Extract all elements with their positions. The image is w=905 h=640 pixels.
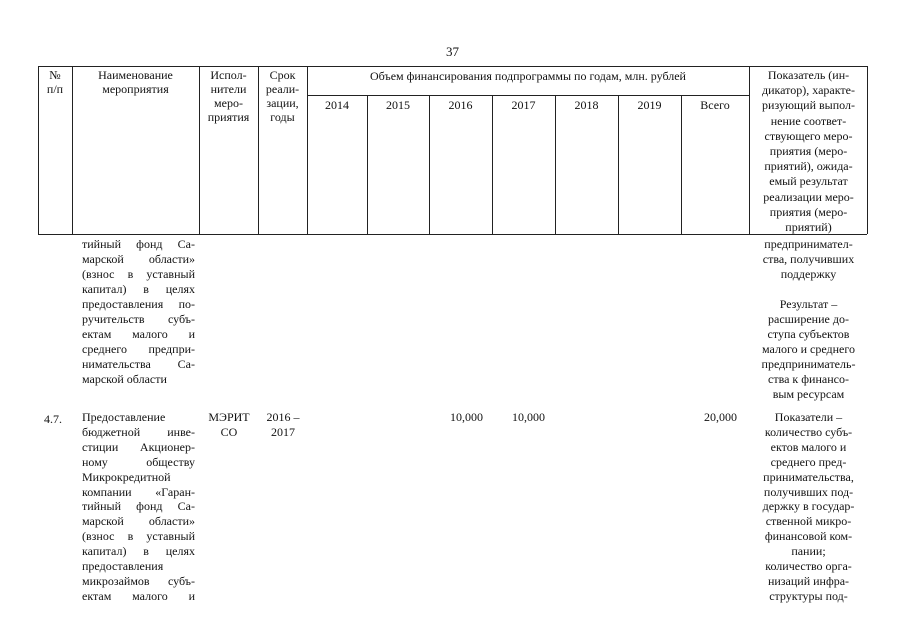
cont-name-line: нимательства Са- (82, 357, 195, 371)
cont-row-name (82, 237, 195, 387)
row-47-name-line: стиции Акционер- (82, 439, 195, 454)
row-47-executor-line: СО (220, 425, 238, 439)
header-indicator-line: емый результат (769, 174, 848, 189)
row-47-name-line: предоставления (82, 559, 164, 574)
cont-indicator-line: вым ресурсам (772, 387, 845, 401)
cont-indicator-line: Результат – (779, 297, 838, 311)
row-47-name-line: марской области» (82, 514, 195, 529)
row-47-value-total: 20,000 (704, 410, 737, 424)
header-exec-line: Испол- (210, 68, 247, 82)
header-bottom-border (38, 234, 867, 235)
cont-indicator-line: расширение до- (768, 312, 849, 326)
header-name (72, 68, 199, 96)
col-border (367, 96, 368, 234)
header-indicator-line: дикатор), характе- (761, 83, 855, 98)
cont-name-line: ектам малого и (82, 327, 195, 341)
years-separator (307, 95, 749, 96)
row-47-indicator-line: ственной микро- (765, 514, 852, 529)
cont-name-line: тийный фонд Са- (82, 237, 195, 251)
header-exec-line: меро- (214, 96, 243, 110)
header-indicator-line: приятия (меро- (769, 204, 848, 219)
row-47-term-line: 2016 – (266, 410, 300, 424)
row-47-value-2017: 10,000 (512, 410, 545, 424)
header-term-line: зации, (266, 96, 299, 110)
header-term (258, 68, 307, 124)
cont-indicator-spacer (750, 282, 867, 297)
header-name-line: мероприятия (102, 82, 169, 96)
col-border (681, 96, 682, 234)
row-47-executor-line: МЭРИТ (208, 410, 250, 424)
header-term-line: реали- (265, 82, 300, 96)
header-year-2019: 2019 (637, 98, 662, 112)
row-47-indicator-line: ектов малого и (770, 439, 847, 454)
row-47-indicator-line: количество орга- (765, 559, 852, 574)
cont-name-line: ручительств субъ- (82, 312, 195, 326)
cont-name-line: предоставления по- (82, 297, 195, 311)
row-47-term (259, 410, 307, 440)
row-47-indicator-line: принимательства, (763, 469, 854, 484)
header-year-2018: 2018 (574, 98, 599, 112)
header-indicator-line: нение соответ- (770, 113, 847, 128)
header-num-line: № (49, 68, 61, 82)
cont-name-line: капитал) в целях (82, 282, 195, 296)
cont-row-indicator (750, 237, 867, 402)
row-47-indicator-line: структуры под- (769, 588, 848, 603)
col-border (492, 96, 493, 234)
cont-name-line: (взнос в уставный (82, 267, 195, 281)
cont-indicator-line: предприниматель- (761, 357, 856, 371)
header-executor (199, 68, 258, 124)
row-47-indicator-line: количество субъ- (764, 424, 853, 439)
header-indicator-line: ризующий выпол- (762, 98, 855, 113)
cont-indicator-line: ства к финансо- (768, 372, 849, 386)
row-47-indicator-line: Показатели – (774, 410, 843, 424)
header-indicator-line: Показатель (ин- (767, 68, 850, 82)
header-num (38, 68, 72, 96)
row-47-name (82, 410, 195, 604)
header-num-line: п/п (46, 82, 64, 96)
cont-indicator-line: малого и среднего (762, 342, 855, 356)
cont-indicator-line: поддержку (780, 267, 837, 281)
header-name-line: Наименование (98, 68, 173, 82)
col-border (555, 96, 556, 234)
row-47-number: 4.7. (44, 412, 62, 426)
table-top-border (38, 66, 867, 67)
row-47-indicator-line: финансовой ком- (764, 529, 853, 544)
row-47-name-line: Предоставление (82, 410, 166, 424)
row-47-indicator-line: среднего пред- (770, 454, 847, 469)
row-47-indicator-line: пании; (791, 544, 826, 559)
header-year-2016: 2016 (448, 98, 473, 112)
row-47-name-line: Микрокредитной (82, 469, 171, 484)
row-47-indicator-line: держку в государ- (762, 499, 855, 514)
row-47-executor (200, 410, 258, 440)
header-year-2014: 2014 (325, 98, 349, 112)
row-47-indicator-line: получивших под- (763, 484, 854, 499)
col-border (867, 66, 868, 234)
header-indicator-line: приятия (меро- (769, 144, 848, 159)
row-47-name-line: бюджетной инве- (82, 424, 195, 439)
row-47-value-2016: 10,000 (450, 410, 483, 424)
header-indicator-line: приятий) (785, 220, 832, 235)
header-indicator-line: ствующего меро- (764, 128, 853, 143)
row-47-indicator (750, 410, 867, 604)
header-year-2015: 2015 (386, 98, 410, 112)
row-47-name-line: ектам малого и (82, 588, 195, 603)
header-term-line: годы (270, 110, 295, 124)
col-border (429, 96, 430, 234)
cont-indicator-line: ступа субъектов (767, 327, 850, 341)
row-47-indicator-line: низаций инфра- (767, 573, 850, 588)
header-exec-line: нители (210, 82, 247, 96)
header-indicator-line: приятий), ожида- (764, 159, 853, 174)
cont-name-line: марской области» (82, 252, 195, 266)
header-financing-title: Объем финансирования подпрограммы по годам, млн. рублей (370, 69, 686, 83)
header-year-2017: 2017 (511, 98, 536, 112)
page-number: 37 (446, 44, 459, 59)
header-indicator (750, 68, 867, 235)
row-47-name-line: капитал) в целях (82, 544, 195, 559)
header-total: Всего (700, 98, 730, 112)
row-47-name-line: тийный фонд Са- (82, 499, 195, 514)
header-term-line: Срок (269, 68, 296, 82)
header-exec-line: приятия (207, 110, 250, 124)
col-border (618, 96, 619, 234)
row-47-term-line: 2017 (271, 425, 295, 439)
cont-indicator-line: предпринимател- (764, 237, 853, 251)
row-47-name-line: компании «Гаран- (82, 484, 195, 499)
cont-indicator-line: ства, получивших (762, 252, 855, 266)
cont-name-line: марской области (82, 372, 167, 386)
col-border (307, 66, 308, 234)
row-47-name-line: микрозаймов субъ- (82, 573, 195, 588)
header-indicator-line: реализации меро- (763, 189, 854, 204)
row-47-name-line: ному обществу (82, 454, 195, 469)
cont-name-line: среднего предпри- (82, 342, 195, 356)
row-47-name-line: (взнос в уставный (82, 529, 195, 544)
